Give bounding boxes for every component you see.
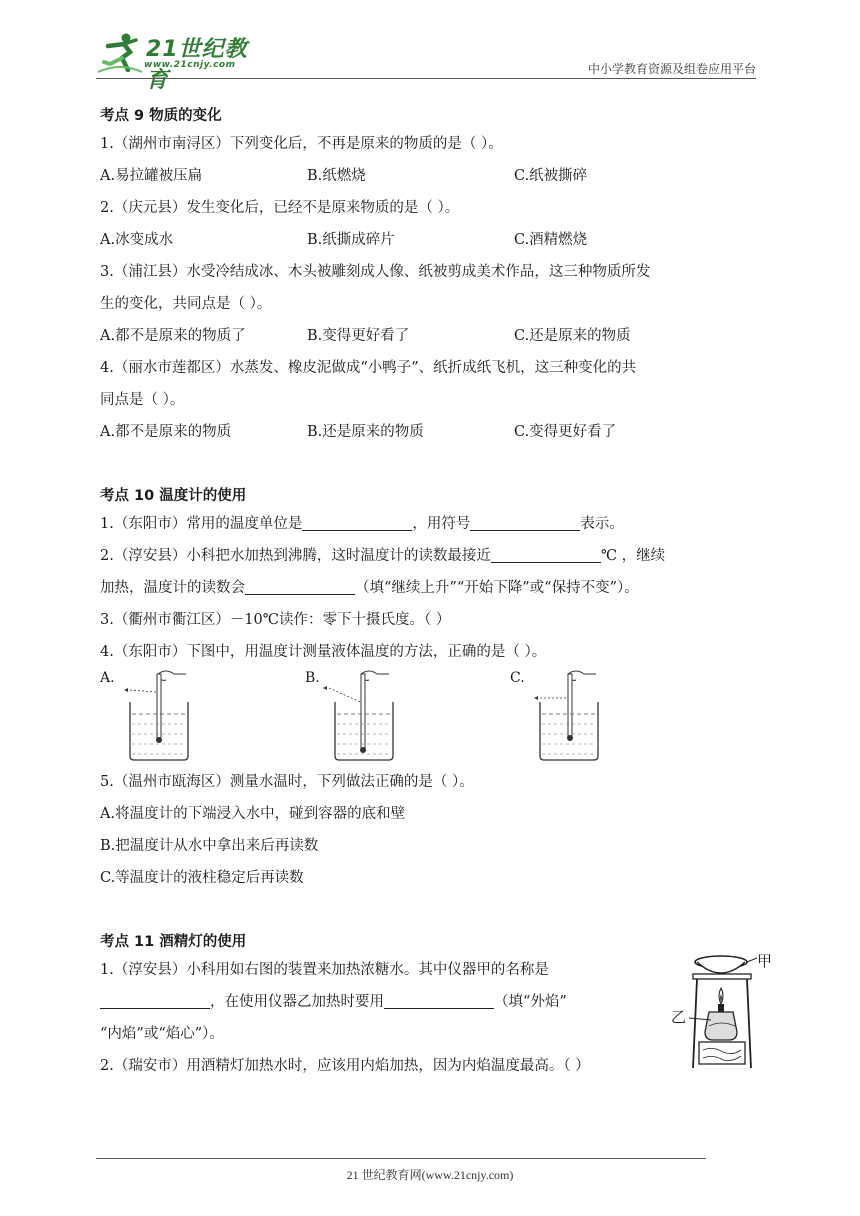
question-text: 2.（庆元县）发生变化后，已经不是原来物质的是（ ）。 bbox=[100, 200, 460, 216]
figure-label: C. bbox=[510, 670, 525, 686]
beaker-thermometer-icon bbox=[100, 668, 210, 764]
footer-divider bbox=[96, 1158, 706, 1159]
option: C.酒精燃烧 bbox=[514, 232, 588, 248]
logo-url: www.21cnjy.com bbox=[144, 60, 236, 70]
option: B.纸燃烧 bbox=[307, 168, 366, 184]
question-text: 4.（东阳市）下图中，用温度计测量液体温度的方法，正确的是（ ）。 bbox=[100, 644, 547, 660]
figure-label: B. bbox=[305, 670, 320, 686]
question-fragment: （填“继续上升”“开始下降”或“保持不变”）。 bbox=[355, 580, 639, 596]
question-fragment: 1.（东阳市）常用的温度单位是 bbox=[100, 516, 303, 532]
option: C.还是原来的物质 bbox=[514, 328, 631, 344]
question-text: 1.（湖州市南浔区）下列变化后，不再是原来的物质的是（ ）。 bbox=[100, 136, 503, 152]
answer-blank[interactable] bbox=[302, 512, 412, 531]
section-11 bbox=[100, 930, 773, 1082]
question-fragment: 2.（淳安县）小科把水加热到沸腾，这时温度计的读数最接近 bbox=[100, 548, 491, 564]
figure-label: A. bbox=[100, 670, 115, 686]
question-text bbox=[100, 986, 660, 1018]
option: A.都不是原来的物质了 bbox=[100, 328, 246, 344]
question-text: 2.（瑞安市）用酒精灯加热水时，应该用内焰加热，因为内焰温度最高。（ ） bbox=[100, 1058, 590, 1074]
question-text: 3.（衢州市衢江区）－10℃读作：零下十摄氏度。（ ） bbox=[100, 612, 451, 628]
question-fragment: ，用符号 bbox=[412, 516, 471, 532]
option-row bbox=[100, 416, 765, 448]
question-fragment: ，在使用仪器乙加热时要用 bbox=[210, 994, 384, 1010]
option: A.都不是原来的物质 bbox=[100, 424, 232, 440]
question-text bbox=[100, 572, 765, 604]
option: C.变得更好看了 bbox=[514, 424, 617, 440]
spacer bbox=[100, 448, 765, 484]
figure-c bbox=[510, 668, 620, 764]
answer-blank[interactable] bbox=[100, 990, 210, 1009]
question-text bbox=[100, 508, 765, 540]
beaker-thermometer-icon bbox=[510, 668, 620, 764]
document-content bbox=[100, 104, 773, 1082]
answer-blank[interactable] bbox=[245, 576, 355, 595]
question-fragment: 表示。 bbox=[580, 516, 624, 532]
answer-blank[interactable] bbox=[470, 512, 580, 531]
question-text: “内焰”或“焰心”）。 bbox=[100, 1026, 224, 1042]
page-footer: 21 世纪教育网(www.21cnjy.com) bbox=[346, 1168, 514, 1182]
question-text: 生的变化，共同点是（ ）。 bbox=[100, 296, 272, 312]
figure-a bbox=[100, 668, 210, 764]
question-text: 5.（温州市瓯海区）测量水温时，下列做法正确的是（ ）。 bbox=[100, 774, 474, 790]
answer-blank[interactable] bbox=[491, 544, 601, 563]
section-title: 考点 9 物质的变化 bbox=[100, 108, 222, 124]
thermometer-figures bbox=[100, 668, 765, 766]
option: A.冰变成水 bbox=[100, 232, 174, 248]
header-divider bbox=[96, 78, 756, 79]
figure-b bbox=[305, 668, 415, 764]
figure-label-jia: 甲 bbox=[757, 952, 773, 970]
option: A.将温度计的下端浸入水中，碰到容器的底和壁 bbox=[100, 806, 406, 822]
option-row bbox=[100, 160, 765, 192]
figure-label-yi: 乙 bbox=[671, 1008, 687, 1026]
answer-blank[interactable] bbox=[384, 990, 494, 1009]
option: A.易拉罐被压扁 bbox=[100, 168, 203, 184]
question-text: 4.（丽水市莲都区）水蒸发、橡皮泥做成“小鸭子”、纸折成纸飞机，这三种变化的共 bbox=[100, 360, 637, 376]
option: C.等温度计的液柱稳定后再读数 bbox=[100, 870, 304, 886]
option: B.变得更好看了 bbox=[307, 328, 410, 344]
question-fragment: （填“外焰” bbox=[494, 994, 567, 1010]
option: B.还是原来的物质 bbox=[307, 424, 424, 440]
option: B.把温度计从水中拿出来后再读数 bbox=[100, 838, 319, 854]
question-text bbox=[100, 540, 765, 572]
header-platform-text: 中小学教育资源及组卷应用平台 bbox=[587, 62, 756, 76]
option: C.纸被撕碎 bbox=[514, 168, 588, 184]
logo bbox=[96, 30, 266, 93]
question-text: 1.（淳安县）小科用如右图的装置来加热浓糖水。其中仪器甲的名称是 bbox=[100, 962, 549, 978]
logo-text: 21世纪教育 bbox=[146, 37, 248, 93]
spacer bbox=[100, 894, 765, 930]
question-text: 同点是（ ）。 bbox=[100, 392, 185, 408]
question-text: 3.（浦江县）水受冷结成冰、木头被雕刻成人像、纸被剪成美术作品，这三种物质所发 bbox=[100, 264, 651, 280]
question-fragment: 加热，温度计的读数会 bbox=[100, 580, 245, 596]
option-row bbox=[100, 224, 765, 256]
page-header bbox=[96, 30, 756, 93]
question-fragment: ℃ ，继续 bbox=[600, 548, 666, 564]
beaker-thermometer-icon bbox=[305, 668, 415, 764]
option-row bbox=[100, 320, 765, 352]
alcohol-lamp-figure bbox=[671, 950, 773, 1078]
runner-logo-icon bbox=[96, 32, 144, 76]
section-title: 考点 11 酒精灯的使用 bbox=[100, 934, 247, 950]
option: B.纸撕成碎片 bbox=[307, 232, 395, 248]
section-title: 考点 10 温度计的使用 bbox=[100, 488, 247, 504]
